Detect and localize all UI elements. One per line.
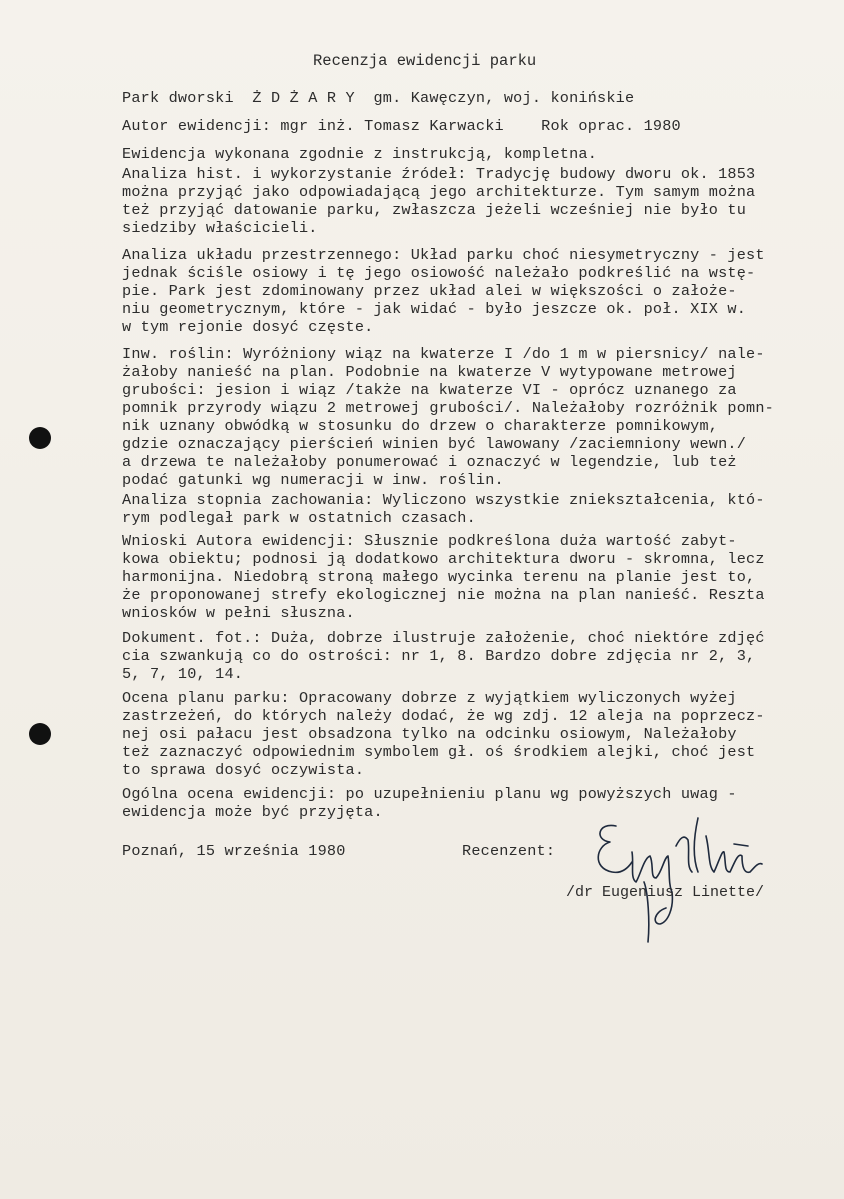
header-line-park: Park dworski Ż D Ż A R Y gm. Kawęczyn, woj. konińskie <box>122 89 635 107</box>
reviewer-label: Recenzent: <box>462 842 556 860</box>
paragraph-7-line: to sprawa dosyć oczywista. <box>122 761 365 779</box>
paragraph-7-line: też zaznaczyć odpowiednim symbolem gł. oś środkiem alejki, choć jest <box>122 743 756 761</box>
paragraph-2-line: jednak ściśle osiowy i tę jego osiowość należało podkreślić na wstę- <box>122 264 756 282</box>
paragraph-7-line: nej osi pałacu jest obsadzona tylko na odcinku osiowym, Należałoby <box>122 725 737 743</box>
paragraph-3-line: grubości: jesion i wiąz /także na kwaterze VI - oprócz uznanego za <box>122 381 737 399</box>
punch-hole-top <box>29 427 51 449</box>
paragraph-2-line: Analiza układu przestrzennego: Układ parku choć niesymetryczny - jest <box>122 246 765 264</box>
reviewer-name: /dr Eugeniusz Linette/ <box>566 884 765 901</box>
paragraph-3-line: gdzie oznaczający pierścień winien być lawowany /zaciemniony wewn./ <box>122 435 747 453</box>
paragraph-5-line: że proponowanej strefy ekologicznej nie można na plan nanieść. Reszta <box>122 586 765 604</box>
place-date: Poznań, 15 września 1980 <box>122 842 346 860</box>
paragraph-3-line: pomnik przyrody wiązu 2 metrowej grubości/. Należałoby rozróżnik pomn- <box>122 399 774 417</box>
paragraph-8-line: Ogólna ocena ewidencji: po uzupełnieniu planu wg powyższych uwag - <box>122 785 737 803</box>
paragraph-2-line: niu geometrycznym, które - jak widać - było jeszcze ok. poł. XIX w. <box>122 300 747 318</box>
punch-hole-bottom <box>29 723 51 745</box>
paragraph-8-line: ewidencja może być przyjęta. <box>122 803 383 821</box>
paragraph-3-line: a drzewa te należałoby ponumerować i oznaczyć w legendzie, lub też <box>122 453 737 471</box>
paragraph-5-line: Wnioski Autora ewidencji: Słusznie podkreślona duża wartość zabyt- <box>122 532 737 550</box>
header-line-completeness: Ewidencja wykonana zgodnie z instrukcją, kompletna. <box>122 145 598 163</box>
paragraph-5-line: harmonijna. Niedobrą stroną małego wycinka terenu na planie jest to, <box>122 568 756 586</box>
paragraph-5-line: wniosków w pełni słuszna. <box>122 604 355 622</box>
paragraph-6-line: Dokument. fot.: Duża, dobrze ilustruje założenie, choć niektóre zdjęć <box>122 629 765 647</box>
paragraph-6-line: cia szwankują co do ostrości: nr 1, 8. Bardzo dobre zdjęcia nr 2, 3, <box>122 647 756 665</box>
paragraph-7-line: zastrzeżeń, do których należy dodać, że wg zdj. 12 aleja na poprzecz- <box>122 707 765 725</box>
header-line-author: Autor ewidencji: mgr inż. Tomasz Karwacki Rok oprac. 1980 <box>122 117 681 135</box>
paragraph-3-line: Inw. roślin: Wyróżniony wiąz na kwaterze I /do 1 m w piersnicy/ nale- <box>122 345 765 363</box>
paragraph-4-line: rym podlegał park w ostatnich czasach. <box>122 509 476 527</box>
paragraph-3-line: podać gatunki wg numeracji w inw. roślin. <box>122 471 504 489</box>
paragraph-1-line: siedziby właścicieli. <box>122 219 318 237</box>
paragraph-2-line: w tym rejonie dosyć częste. <box>122 318 374 336</box>
paragraph-1-line: Analiza hist. i wykorzystanie źródeł: Tradycję budowy dworu ok. 1853 <box>122 165 756 183</box>
paragraph-7-line: Ocena planu parku: Opracowany dobrze z wyjątkiem wyliczonych wyżej <box>122 689 737 707</box>
paragraph-3-line: nik uznany obwódką w stosunku do drzew o charakterze pomnikowym, <box>122 417 719 435</box>
paragraph-4-line: Analiza stopnia zachowania: Wyliczono wszystkie zniekształcenia, któ- <box>122 491 765 509</box>
paragraph-6-line: 5, 7, 10, 14. <box>122 665 244 683</box>
document-title: Recenzja ewidencji parku <box>313 52 537 70</box>
handwritten-signature <box>588 812 788 952</box>
paragraph-2-line: pie. Park jest zdominowany przez układ alei w większości o założe- <box>122 282 737 300</box>
paragraph-1-line: można przyjąć jako odpowiadającą jego architekturze. Tym samym można <box>122 183 756 201</box>
paragraph-3-line: żałoby nanieść na plan. Podobnie na kwaterze V wytypowane metrowej <box>122 363 737 381</box>
paragraph-5-line: kowa obiektu; podnosi ją dodatkowo architektura dworu - skromna, lecz <box>122 550 765 568</box>
paragraph-1-line: też przyjąć datowanie parku, zwłaszcza jeżeli wcześniej nie było tu <box>122 201 747 219</box>
